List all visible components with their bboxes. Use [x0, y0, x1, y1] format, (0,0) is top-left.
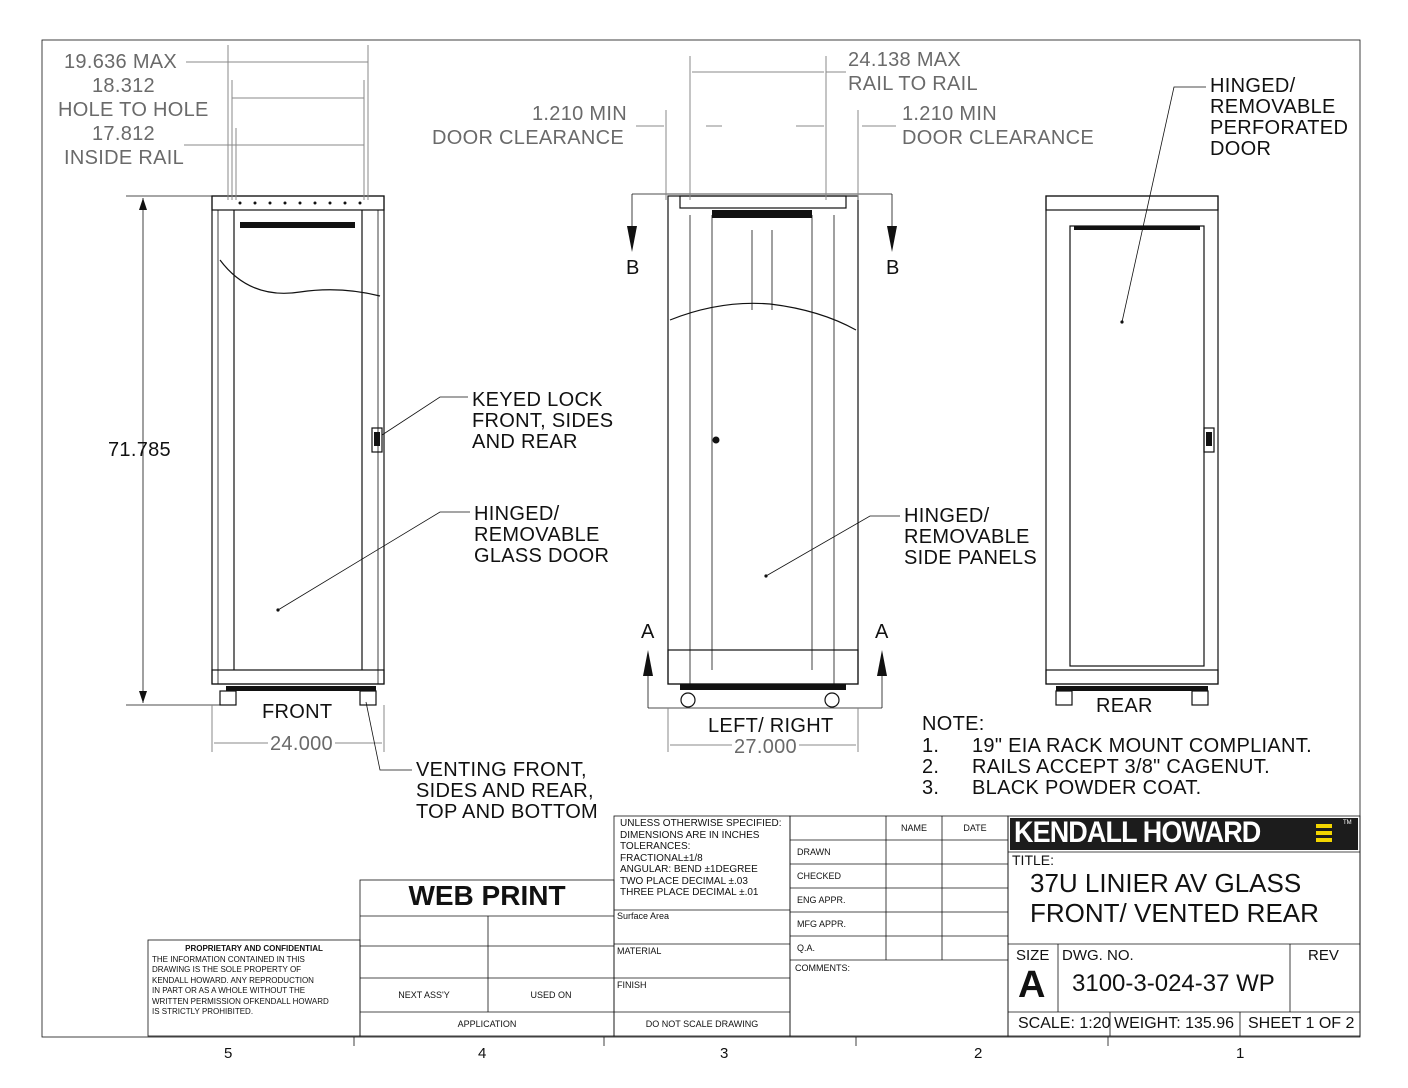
- notes-list: [922, 736, 1312, 799]
- rear-view: [1046, 87, 1218, 705]
- section-b-right: B: [886, 257, 900, 279]
- zone-4: 4: [478, 1045, 487, 1062]
- notes-heading: NOTE:: [922, 713, 985, 735]
- inside-rail-value: 17.812: [92, 123, 155, 145]
- hole-to-hole-value: 18.312: [92, 75, 155, 97]
- zone-ticks: [354, 1037, 1108, 1046]
- qa-row-label: Q.A.: [797, 943, 816, 953]
- surface-area-label: Surface Area: [617, 911, 670, 921]
- name-column-header: NAME: [900, 823, 927, 833]
- side-panels-callout: HINGED/ REMOVABLE SIDE PANELS: [904, 505, 1037, 569]
- section-a-right: A: [875, 621, 889, 643]
- dwg-no-value: 3100-3-024-37 WP: [1072, 970, 1275, 997]
- eng-appr-row-label: ENG APPR.: [797, 895, 846, 905]
- front-view: [212, 196, 384, 705]
- zone-5: 5: [224, 1045, 233, 1062]
- mfg-appr-row-label: MFG APPR.: [797, 919, 847, 929]
- door-clearance-left-value: 1.210 MIN: [532, 103, 627, 125]
- perforated-door-callout: HINGED/ REMOVABLE PERFORATED DOOR: [1210, 75, 1349, 160]
- dwg-no-label: DWG. NO.: [1062, 947, 1134, 964]
- height-dimension: 71.785: [108, 439, 171, 461]
- application-label: APPLICATION: [457, 1019, 517, 1029]
- company-logo: KENDALL HOWARD: [1014, 816, 1261, 849]
- comments-label: COMMENTS:: [795, 963, 850, 973]
- trademark-mark: TM: [1343, 820, 1352, 826]
- do-not-scale-label: DO NOT SCALE DRAWING: [645, 1019, 759, 1029]
- size-label: SIZE: [1016, 947, 1050, 964]
- scale-label: SCALE: 1:20: [1018, 1015, 1111, 1032]
- hole-to-hole-label: HOLE TO HOLE: [58, 99, 209, 121]
- front-width-dimension: 24.000: [270, 733, 333, 755]
- title-line-2: FRONT/ VENTED REAR: [1030, 898, 1319, 928]
- tolerances-block: UNLESS OTHERWISE SPECIFIED: DIMENSIONS ARE IN INCHES TOLERANCES: FRACTIONAL±1/8 ANGULAR: BEND ±1DEGREE TWO PLACE DECIMAL ±.03 THREE PLACE DECIMAL ±.01: [620, 818, 782, 898]
- zone-3: 3: [720, 1045, 729, 1062]
- section-b-left: B: [626, 257, 640, 279]
- door-clearance-right-value: 1.210 MIN: [902, 103, 997, 125]
- venting-callout: VENTING FRONT, SIDES AND REAR, TOP AND BOTTOM: [416, 759, 599, 823]
- checked-row-label: CHECKED: [797, 871, 842, 881]
- drawn-row-label: DRAWN: [797, 847, 831, 857]
- side-view-label: LEFT/ RIGHT: [708, 715, 834, 737]
- front-view-label: FRONT: [262, 701, 333, 723]
- door-clearance-left-label: DOOR CLEARANCE: [432, 127, 625, 149]
- rail-to-rail-label: RAIL TO RAIL: [848, 73, 978, 95]
- rev-label: REV: [1308, 947, 1339, 964]
- keyed-lock-callout: KEYED LOCK FRONT, SIDES AND REAR: [472, 389, 614, 453]
- proprietary-notice: PROPRIETARY AND CONFIDENTIAL THE INFORMATION CONTAINED IN THIS DRAWING IS THE SOLE PROPERTY OF KENDALL HOWARD. ANY REPRODUCTION IN PART OR AS A WHOLE WITHOUT THE WRITTEN PERMISSION OFKENDALL HOWARD IS STRICTLY PROHIBITED.: [152, 944, 329, 1016]
- size-value: A: [1018, 964, 1046, 1006]
- note-item: 2. RAILS ACCEPT 3/8" CAGENUT.: [922, 756, 1270, 778]
- inside-rail-label: INSIDE RAIL: [64, 147, 184, 169]
- sheet-label: SHEET 1 OF 2: [1248, 1015, 1355, 1032]
- weight-label: WEIGHT: 135.96: [1114, 1015, 1235, 1032]
- rear-view-label: REAR: [1096, 695, 1153, 717]
- side-depth-dimension: 27.000: [734, 736, 797, 758]
- web-print-label: WEB PRINT: [408, 880, 566, 911]
- rail-to-rail-value: 24.138 MAX: [848, 49, 962, 71]
- finish-label: FINISH: [617, 980, 647, 990]
- max-width-dimension: 19.636 MAX: [64, 51, 178, 73]
- section-a-left: A: [641, 621, 655, 643]
- side-dimensions: [636, 56, 900, 752]
- zone-2: 2: [974, 1045, 983, 1062]
- material-label: MATERIAL: [617, 946, 662, 956]
- glass-door-callout: HINGED/ REMOVABLE GLASS DOOR: [474, 503, 610, 567]
- note-item: 3. BLACK POWDER COAT.: [922, 777, 1202, 799]
- zone-1: 1: [1236, 1045, 1245, 1062]
- door-clearance-right-label: DOOR CLEARANCE: [902, 127, 1095, 149]
- note-item: 1. 19" EIA RACK MOUNT COMPLIANT.: [922, 735, 1312, 757]
- used-on-label: USED ON: [530, 990, 572, 1000]
- date-column-header: DATE: [963, 823, 987, 833]
- title-label: TITLE:: [1012, 852, 1055, 868]
- title-line-1: 37U LINIER AV GLASS: [1030, 868, 1302, 898]
- side-view: [627, 194, 897, 708]
- next-assy-label: NEXT ASS'Y: [398, 990, 450, 1000]
